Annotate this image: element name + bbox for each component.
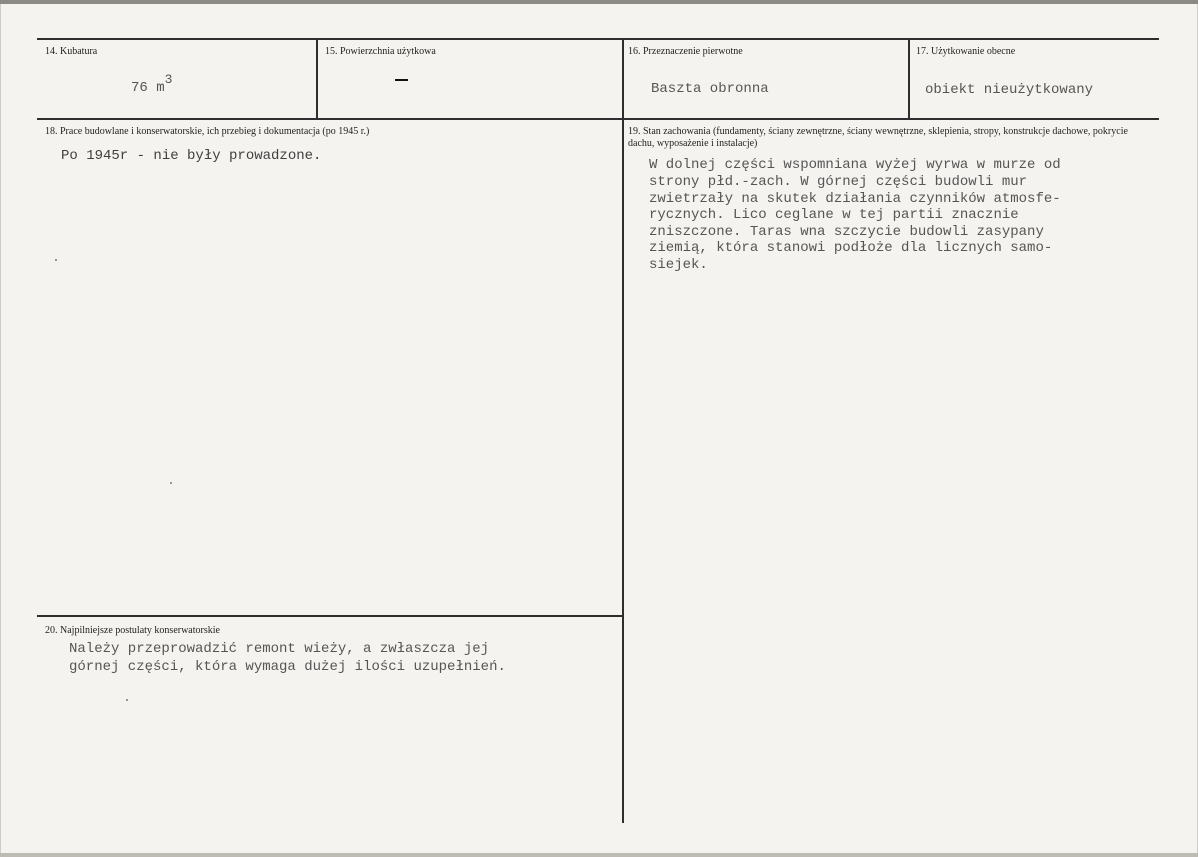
field-19-line: rycznych. Lico ceglane w tej partii znacznie bbox=[649, 207, 1019, 223]
field-14-value bbox=[131, 72, 173, 96]
field-19-line: strony płd.-zach. W górnej części budowli mur bbox=[649, 174, 1028, 190]
field-14-label: 14. Kubatura bbox=[45, 46, 98, 57]
column-divider-3 bbox=[908, 38, 910, 119]
section-20-divider bbox=[37, 615, 623, 617]
column-divider-1 bbox=[316, 38, 318, 119]
field-19-line: zniszczone. Taras wna szczycie budowli zasypany bbox=[649, 224, 1044, 240]
field-19-line: zwietrzały na skutek działania czynników atmosfe- bbox=[649, 191, 1061, 207]
field-14-number: 76 m bbox=[131, 80, 165, 96]
field-17-value: obiekt nieużytkowany bbox=[925, 82, 1094, 98]
field-15-value-dash bbox=[395, 79, 408, 81]
field-20-label: 20. Najpilniejsze postulaty konserwatorskie bbox=[45, 625, 220, 636]
field-18-value: Po 1945r - nie były prowadzone. bbox=[61, 148, 322, 164]
column-divider-2 bbox=[622, 38, 624, 823]
top-rule bbox=[37, 38, 1159, 40]
field-19-label: 19. Stan zachowania (fundamenty, ściany zewnętrzne, ściany wewnętrzne, sklepienia, stropy, konstrukcje dachowe, pokrycie dachu, wyposażenie i instalacje) bbox=[628, 126, 1128, 149]
field-20-line: Należy przeprowadzić remont wieży, a zwłaszcza jej bbox=[69, 641, 490, 657]
field-14-superscript: 3 bbox=[164, 72, 173, 87]
field-19-line: siejek. bbox=[649, 257, 708, 273]
row-divider bbox=[37, 118, 1159, 120]
field-18-label: 18. Prace budowlane i konserwatorskie, ich przebieg i dokumentacja (po 1945 r.) bbox=[45, 126, 370, 137]
paper-speck bbox=[55, 259, 57, 261]
card-top-edge bbox=[0, 0, 1198, 4]
field-16-label: 16. Przeznaczenie pierwotne bbox=[628, 46, 743, 57]
paper-speck bbox=[170, 482, 172, 484]
card-bottom-edge bbox=[0, 853, 1198, 857]
field-16-value: Baszta obronna bbox=[651, 81, 769, 97]
field-17-label: 17. Użytkowanie obecne bbox=[916, 46, 1016, 57]
field-20-line: górnej części, która wymaga dużej ilości uzupełnień. bbox=[69, 659, 506, 675]
paper-speck bbox=[126, 699, 128, 701]
field-19-line: ziemią, która stanowi podłoże dla licznych samo- bbox=[649, 240, 1053, 256]
field-15-label: 15. Powierzchnia użytkowa bbox=[325, 46, 436, 57]
field-19-line: W dolnej części wspomniana wyżej wyrwa w murze od bbox=[649, 157, 1061, 173]
